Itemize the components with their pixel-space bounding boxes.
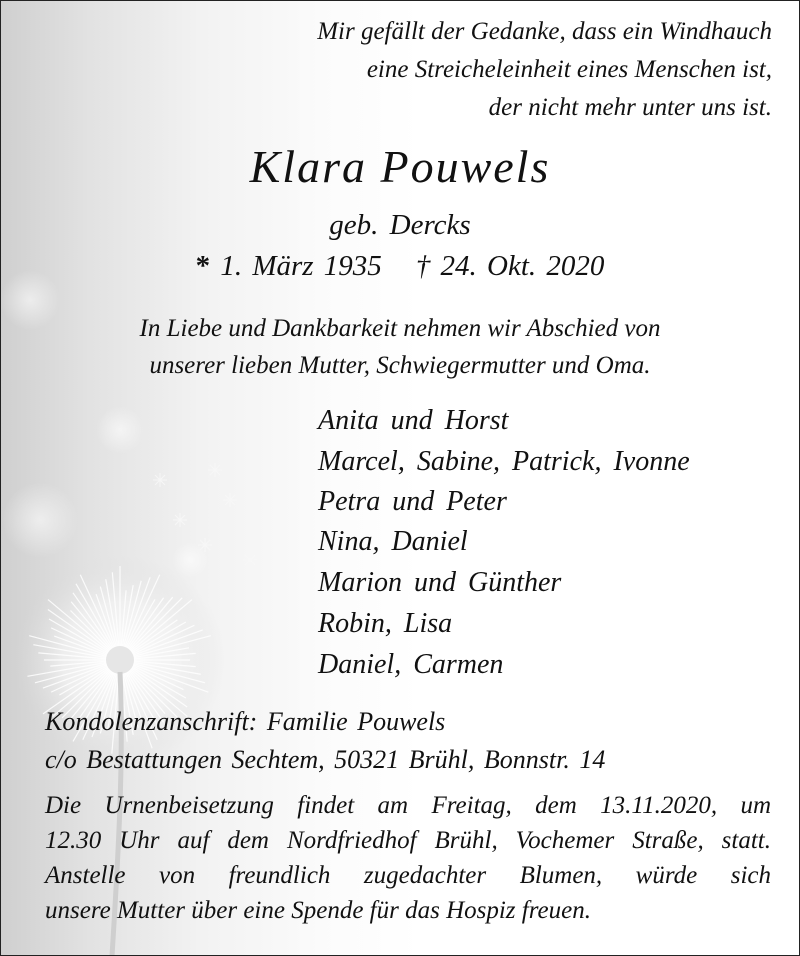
family-line-5: Marion und Günther <box>318 567 562 598</box>
quote-line-1: Mir gefällt der Gedanke, dass ein Windhauch <box>317 18 772 45</box>
born-symbol: * <box>195 250 211 282</box>
birth-date: 1. März 1935 <box>220 250 382 282</box>
condolence-address-line-1: Kondolenzanschrift: Familie Pouwels <box>45 707 446 736</box>
burial-notice-line-3: Anstelle von freundlich zugedachter Blumen, würde sich <box>45 862 771 889</box>
burial-notice-line-2: 12.30 Uhr auf dem Nordfriedhof Brühl, Vochemer Straße, statt. <box>45 827 771 854</box>
family-line-7: Daniel, Carmen <box>318 649 504 680</box>
burial-notice-line-4: unsere Mutter über eine Spende für das Hospiz freuen. <box>45 897 591 924</box>
family-line-1: Anita und Horst <box>318 405 509 436</box>
life-dates <box>0 250 800 283</box>
death-date: 24. Okt. 2020 <box>440 250 605 282</box>
intro-line-1: In Liebe und Dankbarkeit nehmen wir Abschied von <box>139 315 661 342</box>
family-line-4: Nina, Daniel <box>318 526 468 557</box>
family-line-3: Petra und Peter <box>318 486 507 517</box>
intro-line-2: unserer lieben Mutter, Schwiegermutter und Oma. <box>149 352 651 379</box>
death-cross-symbol: † <box>415 250 431 282</box>
condolence-address-line-2: c/o Bestattungen Sechtem, 50321 Brühl, Bonnstr. 14 <box>45 745 606 774</box>
family-line-2: Marcel, Sabine, Patrick, Ivonne <box>318 446 690 477</box>
family-line-6: Robin, Lisa <box>318 608 453 639</box>
birth-name: geb. Dercks <box>329 209 471 241</box>
deceased-name: Klara Pouwels <box>249 141 551 192</box>
quote-line-2: eine Streicheleinheit eines Menschen ist, <box>366 56 772 83</box>
quote-line-3: der nicht mehr unter uns ist. <box>488 94 772 121</box>
burial-notice-line-1: Die Urnenbeisetzung findet am Freitag, dem 13.11.2020, um <box>45 792 771 819</box>
